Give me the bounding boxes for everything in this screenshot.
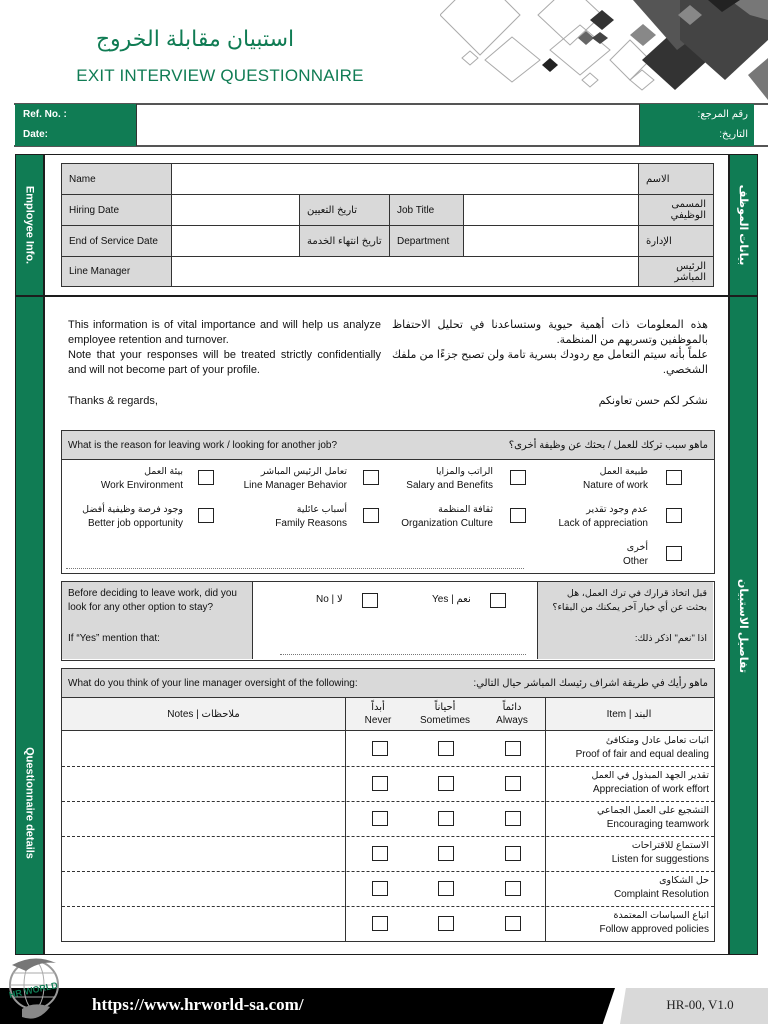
checkbox-sometimes[interactable] (438, 846, 454, 861)
job-title-field[interactable] (464, 195, 639, 226)
reason-option-organization-culture: ثقافة المنظمة Organization Culture (401, 504, 493, 529)
stay-option-section (61, 581, 715, 661)
ref-date-input-area[interactable] (137, 104, 639, 146)
footer-version: HR-00, V1.0 (666, 997, 734, 1012)
other-reason-input-line[interactable] (66, 568, 524, 569)
reason-option-line-manager-behavior: تعامل الرئيس المباشر Line Manager Behavior (243, 466, 347, 491)
date-label: Date: (23, 129, 49, 140)
intro-ar-thanks: نشكر لكم حسن تعاونكم (598, 395, 708, 407)
stay-mention-ar: اذا "نعم" اذكر ذلك: (634, 633, 707, 644)
intro-en-thanks: Thanks & regards, (68, 395, 158, 407)
end-service-label-ar: تاريخ انتهاء الخدمة (300, 226, 390, 257)
employee-info-label: Employee Info. (23, 185, 36, 265)
checkbox-no[interactable] (362, 593, 378, 608)
item-label: اتباع السياسات المعتمدة Follow approved policies (599, 910, 709, 935)
table-row (62, 732, 714, 767)
checkbox-nature-of-work[interactable] (666, 470, 682, 485)
checkbox-always[interactable] (505, 881, 521, 896)
questionnaire-details-label-ar: تفاصيل الاستبيان (737, 578, 749, 673)
column-sometimes: أحياناً Sometimes (419, 702, 470, 726)
reason-option-family-reasons: أسباب عائلية Family Reasons (275, 504, 347, 529)
employee-info-label-ar: بيانات الموظف (737, 184, 749, 266)
name-field[interactable] (172, 164, 639, 195)
notes-field[interactable] (62, 907, 345, 940)
checkbox-sometimes[interactable] (438, 741, 454, 756)
decorative-diamonds-graphic (440, 0, 768, 105)
ref-no-field[interactable] (137, 104, 639, 125)
checkbox-always[interactable] (505, 811, 521, 826)
line-manager-column-header (62, 698, 713, 731)
table-row (62, 767, 714, 802)
intro-en-paragraph-2: Note that your responses will be treated strictly confidentially and will not become part of your profile. (68, 349, 381, 376)
name-label-ar: الاسم (639, 164, 713, 195)
sidebar-questionnaire-ar (729, 296, 758, 955)
notes-field[interactable] (62, 872, 345, 906)
notes-field[interactable] (62, 767, 345, 801)
checkbox-never[interactable] (372, 741, 388, 756)
hr-world-logo-icon (4, 953, 64, 1021)
table-row (62, 802, 714, 837)
checkbox-sometimes[interactable] (438, 811, 454, 826)
line-manager-label: Line Manager (62, 257, 172, 286)
stay-question-en-cell (62, 582, 253, 659)
stay-question-ar: قبل اتخاذ قرارك في ترك العمل، هل بحثت عن أي خيار آخر يمكنك من البقاء؟ (552, 588, 707, 613)
checkbox-never[interactable] (372, 846, 388, 861)
table-row (62, 872, 714, 907)
title-arabic: استبيان مقابلة الخروج (95, 26, 295, 51)
checkbox-always[interactable] (505, 916, 521, 931)
employee-info-table (61, 163, 714, 287)
line-manager-question-header (62, 669, 714, 698)
checkbox-family-reasons[interactable] (363, 508, 379, 523)
checkbox-sometimes[interactable] (438, 916, 454, 931)
checkbox-yes[interactable] (490, 593, 506, 608)
checkbox-other[interactable] (666, 546, 682, 561)
stay-mention-en: If “Yes” mention that: (68, 633, 160, 644)
reasons-section (61, 430, 715, 574)
reasons-question-ar: ماهو سبب تركك للعمل / بحثك عن وظيفة أخرى؟ (508, 439, 708, 451)
checkbox-better-job-opportunity[interactable] (198, 508, 214, 523)
column-notes: Notes | ملاحظات (167, 709, 240, 720)
end-service-field[interactable] (172, 226, 300, 257)
checkbox-sometimes[interactable] (438, 881, 454, 896)
sidebar-questionnaire-en (15, 296, 44, 955)
checkbox-sometimes[interactable] (438, 776, 454, 791)
checkbox-work-environment[interactable] (198, 470, 214, 485)
line-manager-field[interactable] (172, 257, 639, 286)
column-never: أبداً Never (364, 702, 392, 726)
title-english: EXIT INTERVIEW QUESTIONNAIRE (76, 66, 364, 85)
no-label: No | لا (316, 594, 343, 605)
checkbox-never[interactable] (372, 776, 388, 791)
notes-field[interactable] (62, 732, 345, 766)
notes-field[interactable] (62, 837, 345, 871)
department-label: Department (390, 226, 464, 257)
end-service-label: End of Service Date (62, 226, 172, 257)
ref-no-label-ar: رقم المرجع: (697, 109, 748, 120)
department-label-ar: الإدارة (639, 226, 713, 257)
job-title-label: Job Title (390, 195, 464, 226)
column-item: Item | البند (606, 709, 652, 720)
intro-ar-paragraph-2: علماً بأنه سيتم التعامل مع ردودك بسرية تامة ولن تصبح جزءًا من ملفك الشخصي. (392, 349, 708, 376)
line-manager-section (61, 668, 715, 942)
intro-arabic (392, 318, 708, 409)
reason-option-lack-of-appreciation: عدم وجود تقدير Lack of appreciation (558, 504, 648, 529)
footer-website-link[interactable]: https://www.hrworld-sa.com/ (92, 995, 304, 1014)
reason-option-better-job-opportunity: وجود فرصة وظيفية أفضل Better job opportunity (82, 504, 183, 529)
item-label: حل الشكاوى Complaint Resolution (613, 875, 709, 900)
name-label: Name (62, 164, 172, 195)
item-label: التشجيع على العمل الجماعي Encouraging teamwork (596, 805, 709, 830)
line-manager-label-ar: الرئيس المباشر (639, 257, 713, 286)
checkbox-never[interactable] (372, 811, 388, 826)
reasons-question-header (62, 431, 714, 460)
svg-text:HR WORLD: HR WORLD (8, 980, 59, 1001)
reasons-question-en: What is the reason for leaving work / looking for another job? (68, 439, 338, 451)
checkbox-always[interactable] (505, 846, 521, 861)
intro-english (68, 318, 381, 409)
table-row (62, 837, 714, 872)
checkbox-salary-benefits[interactable] (510, 470, 526, 485)
reason-option-work-environment: بيئة العمل Work Environment (100, 466, 183, 491)
stay-mention-input-line[interactable] (280, 654, 526, 655)
ref-date-labels-en (15, 104, 137, 146)
date-field[interactable] (137, 125, 639, 146)
intro-en-paragraph-1: This information is of vital importance and will help us analyze employee retention and turnover. (68, 319, 381, 346)
sidebar-employee-info-ar (729, 154, 758, 296)
yes-label: Yes | نعم (432, 594, 471, 605)
stay-question-en: Before deciding to leave work, did you look for any other option to stay? (68, 588, 237, 613)
hiring-date-label: Hiring Date (62, 195, 172, 226)
line-manager-question-ar: ماهو رأيك في طريقة اشراف رئيسك المباشر حيال التالي: (473, 677, 708, 689)
sidebar-employee-info-en (15, 154, 44, 296)
checkbox-always[interactable] (505, 776, 521, 791)
checkbox-never[interactable] (372, 916, 388, 931)
column-always: دائماً Always (496, 702, 528, 726)
reason-option-salary-benefits: الراتب والمزايا Salary and Benefits (406, 466, 493, 491)
checkbox-line-manager-behavior[interactable] (363, 470, 379, 485)
reason-option-nature-of-work: طبيعة العمل Nature of work (582, 466, 648, 491)
checkbox-organization-culture[interactable] (510, 508, 526, 523)
ref-no-label: Ref. No. : (23, 109, 67, 120)
reason-option-other: أخرى Other (622, 542, 648, 567)
checkbox-lack-of-appreciation[interactable] (666, 508, 682, 523)
hiring-date-label-ar: تاريخ التعيين (300, 195, 390, 226)
questionnaire-details-label: Questionnaire details (23, 746, 36, 859)
date-label-ar: التاريخ: (719, 129, 748, 140)
table-row (62, 907, 714, 940)
department-field[interactable] (464, 226, 639, 257)
item-label: اثبات تعامل عادل ومتكافئ Proof of fair and equal dealing (575, 735, 709, 760)
notes-field[interactable] (62, 802, 345, 836)
job-title-label-ar: المسمى الوظيفي (639, 195, 713, 226)
stay-question-ar-cell (537, 582, 713, 659)
item-label: الاستماع للاقتراحات Listen for suggestions (611, 840, 709, 865)
hiring-date-field[interactable] (172, 195, 300, 226)
intro-ar-paragraph-1: هذه المعلومات ذات أهمية حيوية وستساعدنا في تحليل الاحتفاظ بالموظفين وتسربهم من المنظمة. (392, 319, 708, 346)
ref-date-labels-ar (639, 104, 754, 146)
item-label: تقدير الجهد المبذول في العمل Appreciation of work effort (591, 770, 709, 795)
checkbox-never[interactable] (372, 881, 388, 896)
checkbox-always[interactable] (505, 741, 521, 756)
line-manager-question-en: What do you think of your line manager oversight of the following: (68, 677, 358, 689)
